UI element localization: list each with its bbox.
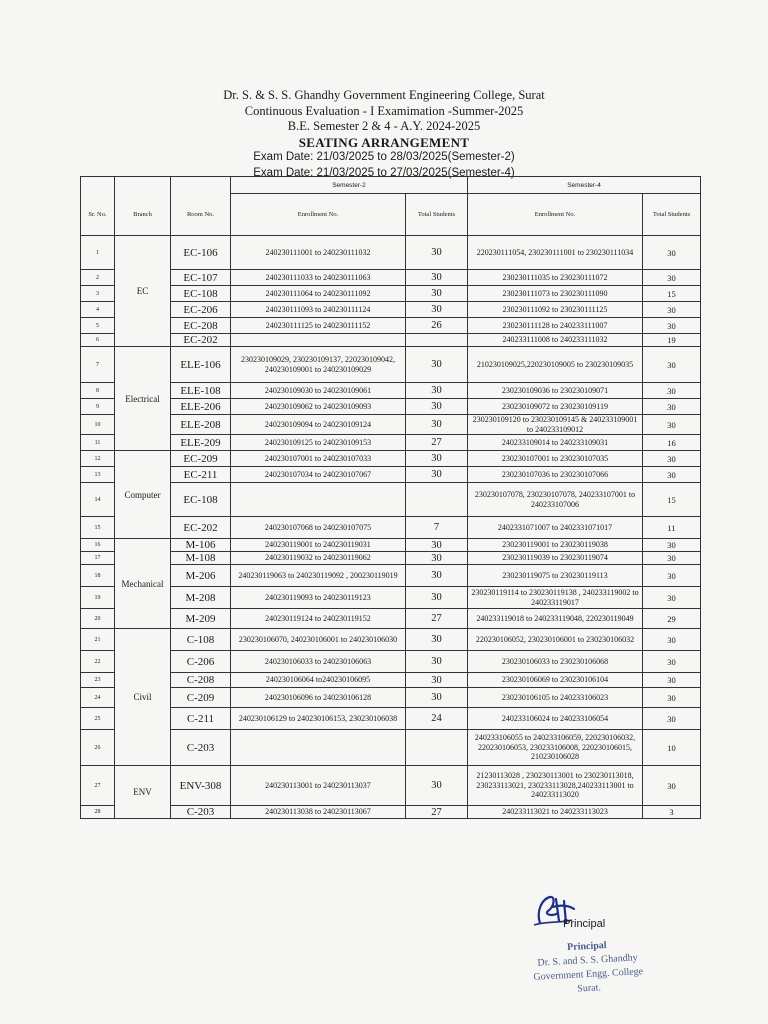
total-sem4-cell: 30 [643,318,701,334]
enrollment-sem2-cell: 240230111125 to 240230111152 [231,318,406,334]
sr-no-cell: 1 [81,236,115,270]
room-no-cell: C-206 [171,651,231,673]
semester-4-header: Semester-4 [468,177,701,194]
enrollment-sem2-cell: 240230113001 to 240230113037 [231,766,406,806]
room-no-cell: EC-108 [171,286,231,302]
total-sem4-cell: 16 [643,435,701,451]
enrollment-sem2-cell: 240230119001 to 240230119031 [231,539,406,552]
enrollment-sem2-cell [231,483,406,517]
col-enrollment-sem2: Enrollment No. [231,194,406,236]
table-row [81,435,701,451]
room-no-cell: ELE-106 [171,347,231,383]
sr-no-cell: 10 [81,415,115,435]
total-sem2-cell: 27 [406,806,468,819]
total-sem4-cell: 30 [643,565,701,587]
total-sem2-cell: 30 [406,467,468,483]
room-no-cell: M-209 [171,609,231,629]
total-sem2-cell: 30 [406,451,468,467]
total-sem4-cell: 30 [643,383,701,399]
sr-no-cell: 25 [81,708,115,730]
sr-no-cell: 3 [81,286,115,302]
enrollment-sem4-cell: 220230106052, 230230106001 to 230230106032 [468,629,643,651]
table-row [81,399,701,415]
enrollment-sem2-cell: 240230109125 to 240230109153 [231,435,406,451]
sr-no-cell: 17 [81,552,115,565]
stamp-line: Surat. [576,982,602,995]
room-no-cell: ENV-308 [171,766,231,806]
total-sem4-cell: 30 [643,415,701,435]
sr-no-cell: 11 [81,435,115,451]
total-sem2-cell [406,730,468,766]
total-sem4-cell: 11 [643,517,701,539]
header-blank [115,177,171,194]
sr-no-cell: 22 [81,651,115,673]
table-row [81,766,701,806]
sr-no-cell: 9 [81,399,115,415]
room-no-cell: EC-211 [171,467,231,483]
table-row [81,318,701,334]
total-sem4-cell: 30 [643,629,701,651]
col-room-no: Room No. [171,194,231,236]
total-sem4-cell: 19 [643,334,701,347]
total-sem2-cell: 30 [406,302,468,318]
enrollment-sem4-cell: 230230106069 to 230230106104 [468,673,643,688]
enrollment-sem2-cell: 240230106033 to 240230106063 [231,651,406,673]
table-row [81,730,701,766]
enrollment-sem4-cell: 230230106033 to 230230106068 [468,651,643,673]
table-row [81,587,701,609]
col-total-sem2: Total Students [406,194,468,236]
room-no-cell: EC-208 [171,318,231,334]
enrollment-sem2-cell: 240230119093 to 240230119123 [231,587,406,609]
total-sem4-cell: 30 [643,451,701,467]
table-row [81,552,701,565]
branch-cell: Civil [115,629,171,766]
table-row [81,517,701,539]
total-sem2-cell: 30 [406,347,468,383]
room-no-cell: ELE-209 [171,435,231,451]
table-row [81,483,701,517]
sr-no-cell: 24 [81,688,115,708]
enrollment-sem4-cell: 240233109014 to 240233109031 [468,435,643,451]
enrollment-sem4-cell: 230230111035 to 230230111072 [468,270,643,286]
enrollment-sem4-cell: 240233106055 to 240233106059, 220230106032, 220230106053, 230233106008, 220230106015, 210230106028 [468,730,643,766]
semester-line: B.E. Semester 2 & 4 - A.Y. 2024-2025 [287,119,481,133]
total-sem4-cell: 15 [643,483,701,517]
document-title: SEATING ARRANGEMENT [298,134,470,150]
room-no-cell: C-209 [171,688,231,708]
enrollment-sem4-cell: 230230107001 to 230230107035 [468,451,643,467]
enrollment-sem2-cell: 240230111033 to 240230111063 [231,270,406,286]
total-sem4-cell: 30 [643,688,701,708]
col-branch: Branch [115,194,171,236]
total-sem4-cell: 30 [643,539,701,552]
total-sem4-cell: 30 [643,708,701,730]
sr-no-cell: 26 [81,730,115,766]
total-sem4-cell: 30 [643,651,701,673]
room-no-cell: EC-107 [171,270,231,286]
total-sem2-cell: 7 [406,517,468,539]
sr-no-cell: 4 [81,302,115,318]
enrollment-sem2-cell: 240230113038 to 240230113067 [231,806,406,819]
enrollment-sem2-cell: 240230111093 to 240230111124 [231,302,406,318]
room-no-cell: C-203 [171,730,231,766]
total-sem4-cell: 30 [643,552,701,565]
sr-no-cell: 23 [81,673,115,688]
enrollment-sem4-cell: 230230109036 to 230230109071 [468,383,643,399]
total-sem4-cell: 30 [643,766,701,806]
enrollment-sem2-cell: 240230119032 to 240230119062 [231,552,406,565]
sr-no-cell: 15 [81,517,115,539]
room-no-cell: C-211 [171,708,231,730]
total-sem2-cell: 30 [406,552,468,565]
header-blank [171,177,231,194]
table-row [81,415,701,435]
enrollment-sem2-cell: 240230111001 to 240230111032 [231,236,406,270]
room-no-cell: ELE-206 [171,399,231,415]
total-sem2-cell: 30 [406,629,468,651]
total-sem2-cell: 30 [406,673,468,688]
enrollment-sem2-cell: 240230107034 to 240230107067 [231,467,406,483]
enrollment-sem4-cell: 220230111054, 230230111001 to 230230111034 [468,236,643,270]
total-sem2-cell [406,483,468,517]
total-sem2-cell: 30 [406,539,468,552]
col-sr-no: Sr. No. [81,194,115,236]
enrollment-sem2-cell: 240230111064 to 240230111092 [231,286,406,302]
sr-no-cell: 2 [81,270,115,286]
total-sem2-cell: 30 [406,270,468,286]
enrollment-sem2-cell: 230230109029, 230230109137, 220230109042, 240230109001 to 240230109029 [231,347,406,383]
enrollment-sem4-cell: 230230109072 to 230230109119 [468,399,643,415]
total-sem2-cell: 30 [406,565,468,587]
total-sem2-cell: 30 [406,383,468,399]
total-sem4-cell: 30 [643,236,701,270]
enrollment-sem4-cell: 210230109025,220230109005 to 230230109035 [468,347,643,383]
enrollment-sem4-cell: 230230111092 to 230230111125 [468,302,643,318]
total-sem2-cell: 30 [406,688,468,708]
total-sem2-cell: 26 [406,318,468,334]
room-no-cell: M-208 [171,587,231,609]
branch-cell: ENV [115,766,171,819]
stamp-line: Government Engg. College [533,966,644,983]
enrollment-sem2-cell: 230230106070, 240230106001 to 240230106030 [231,629,406,651]
total-sem4-cell: 30 [643,399,701,415]
enrollment-sem4-cell: 230230119039 to 230230119074 [468,552,643,565]
total-sem4-cell: 10 [643,730,701,766]
sr-no-cell: 13 [81,467,115,483]
room-no-cell: EC-202 [171,334,231,347]
room-no-cell: C-208 [171,673,231,688]
enrollment-sem4-cell: 240233113021 to 240233113023 [468,806,643,819]
sr-no-cell: 8 [81,383,115,399]
sr-no-cell: 12 [81,451,115,467]
enrollment-sem4-cell: 2402331071007 to 2402331071017 [468,517,643,539]
total-sem2-cell: 30 [406,399,468,415]
table-row [81,708,701,730]
total-sem4-cell: 15 [643,286,701,302]
table-row [81,806,701,819]
total-sem2-cell: 30 [406,651,468,673]
table-row [81,302,701,318]
room-no-cell: M-106 [171,539,231,552]
table-row [81,688,701,708]
total-sem2-cell: 27 [406,609,468,629]
total-sem4-cell: 30 [643,587,701,609]
college-name: Dr. S. & S. S. Ghandhy Government Engineering College, Surat [223,88,545,102]
room-no-cell: ELE-108 [171,383,231,399]
principal-stamp [487,935,690,1001]
total-sem4-cell: 30 [643,270,701,286]
branch-cell: EC [115,236,171,347]
enrollment-sem2-cell: 240230107068 to 240230107075 [231,517,406,539]
enrollment-sem4-cell: 240233106024 to 240233106054 [468,708,643,730]
table-row [81,651,701,673]
enrollment-sem4-cell: 230230106105 to 240233106023 [468,688,643,708]
table-row [81,286,701,302]
total-sem2-cell: 30 [406,766,468,806]
total-sem4-cell: 30 [643,302,701,318]
sr-no-cell: 28 [81,806,115,819]
total-sem4-cell: 30 [643,673,701,688]
branch-cell: Computer [115,451,171,539]
signature-label: Principal [563,918,606,930]
enrollment-sem2-cell: 240230106064 to240230106095 [231,673,406,688]
sr-no-cell: 27 [81,766,115,806]
document-header [0,88,768,181]
total-sem4-cell: 30 [643,347,701,383]
header-blank [81,177,115,194]
total-sem2-cell: 24 [406,708,468,730]
room-no-cell: ELE-208 [171,415,231,435]
room-no-cell: EC-106 [171,236,231,270]
room-no-cell: C-203 [171,806,231,819]
enrollment-sem4-cell: 240233119018 to 240233119048, 220230119049 [468,609,643,629]
total-sem4-cell: 29 [643,609,701,629]
total-sem2-cell: 30 [406,236,468,270]
enrollment-sem4-cell: 230230111128 to 240233111007 [468,318,643,334]
col-enrollment-sem4: Enrollment No. [468,194,643,236]
enrollment-sem2-cell: 240230106129 to 240230106153, 230230106038 [231,708,406,730]
seating-table-body [81,236,701,819]
total-sem2-cell: 30 [406,415,468,435]
stamp-line: Principal [566,940,607,954]
table-row [81,629,701,651]
enrollment-sem2-cell: 240230119124 to 240230119152 [231,609,406,629]
enrollment-sem2-cell [231,730,406,766]
branch-cell: Mechanical [115,539,171,629]
sr-no-cell: 18 [81,565,115,587]
exam-name: Continuous Evaluation - I Examimation -Summer-2025 [244,103,524,118]
enrollment-sem4-cell: 230230109120 to 230230109145 & 240233109001 to 240233109012 [468,415,643,435]
total-sem2-cell [406,334,468,347]
sr-no-cell: 6 [81,334,115,347]
exam-date-sem2: Exam Date: 21/03/2025 to 28/03/2025(Semester-2) [253,151,515,163]
table-row [81,451,701,467]
total-sem4-cell: 30 [643,467,701,483]
enrollment-sem2-cell: 240230119063 to 240230119092 , 200230119019 [231,565,406,587]
table-row [81,383,701,399]
enrollment-sem2-cell: 240230107001 to 240230107033 [231,451,406,467]
room-no-cell: EC-206 [171,302,231,318]
sr-no-cell: 14 [81,483,115,517]
total-sem4-cell: 3 [643,806,701,819]
enrollment-sem2-cell: 240230109030 to 240230109061 [231,383,406,399]
enrollment-sem4-cell: 230230119075 to 230230119113 [468,565,643,587]
sr-no-cell: 16 [81,539,115,552]
sr-no-cell: 21 [81,629,115,651]
seating-table [80,176,701,819]
sr-no-cell: 19 [81,587,115,609]
room-no-cell: EC-209 [171,451,231,467]
sr-no-cell: 5 [81,318,115,334]
table-row [81,673,701,688]
branch-cell: Electrical [115,347,171,451]
enrollment-sem4-cell: 230230119114 to 230230119138 , 240233119002 to 240233119017 [468,587,643,609]
table-row [81,565,701,587]
enrollment-sem4-cell: 21230113028 , 230230113001 to 230230113018, 230233113021, 230233113028,240233113001 to 240233113020 [468,766,643,806]
enrollment-sem2-cell: 240230106096 to 240230106128 [231,688,406,708]
table-row [81,539,701,552]
semester-2-header: Semester-2 [231,177,468,194]
room-no-cell: EC-202 [171,517,231,539]
enrollment-sem4-cell: 230230107078, 230230107078, 240233107001 to 240233107006 [468,483,643,517]
room-no-cell: C-108 [171,629,231,651]
room-no-cell: M-108 [171,552,231,565]
table-row [81,236,701,270]
enrollment-sem2-cell [231,334,406,347]
enrollment-sem2-cell: 240230109094 to 240230109124 [231,415,406,435]
room-no-cell: M-206 [171,565,231,587]
stamp-line: Dr. S. and S. S. Ghandhy [537,952,638,969]
enrollment-sem4-cell: 240233111008 to 240233111032 [468,334,643,347]
exam-date-sem4: Exam Date: 21/03/2025 to 27/03/2025(Semester-4) [253,166,515,179]
table-row [81,609,701,629]
table-row [81,334,701,347]
col-total-sem4: Total Students [643,194,701,236]
room-no-cell: EC-108 [171,483,231,517]
sr-no-cell: 20 [81,609,115,629]
total-sem2-cell: 30 [406,587,468,609]
total-sem2-cell: 30 [406,286,468,302]
table-row [81,467,701,483]
enrollment-sem4-cell: 230230107036 to 230230107066 [468,467,643,483]
table-row [81,270,701,286]
sr-no-cell: 7 [81,347,115,383]
table-row [81,347,701,383]
total-sem2-cell: 27 [406,435,468,451]
enrollment-sem4-cell: 230230111073 to 230230111090 [468,286,643,302]
enrollment-sem4-cell: 230230119001 to 230230119038 [468,539,643,552]
enrollment-sem2-cell: 240230109062 to 240230109093 [231,399,406,415]
